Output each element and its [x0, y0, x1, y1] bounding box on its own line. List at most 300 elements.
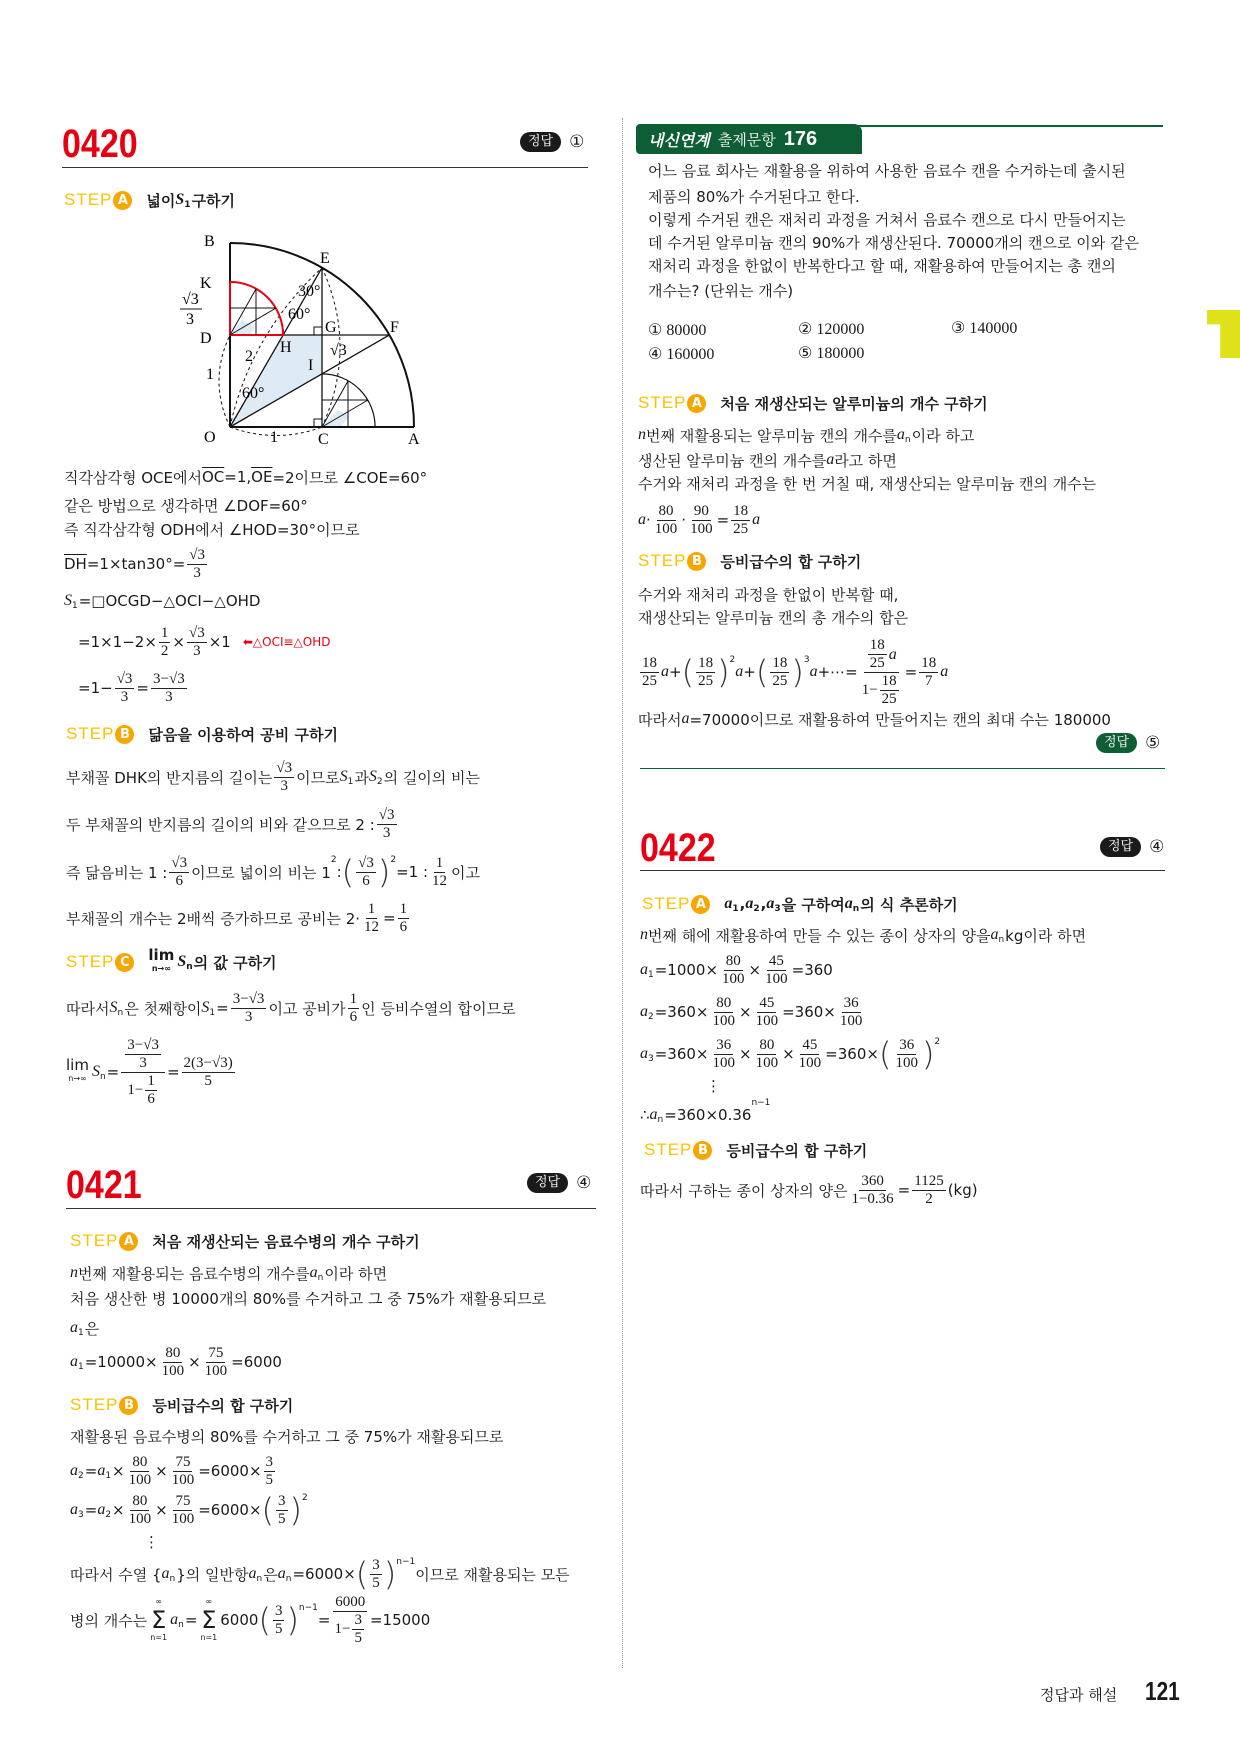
- step-title: [720, 393, 987, 414]
- text: :: [336, 863, 342, 881]
- numerator: [864, 637, 899, 673]
- step-label: STEP: [66, 952, 115, 971]
- text: =: [136, 679, 149, 697]
- numerator: [333, 1594, 367, 1612]
- sigma-icon: Σ: [201, 1606, 217, 1634]
- numerator: [842, 995, 861, 1013]
- text: 1: [349, 990, 358, 1007]
- section-rule: [640, 870, 1165, 871]
- text: 직각삼각형 OCE에서: [64, 468, 202, 487]
- text: =: [216, 999, 229, 1017]
- text: =6000×: [198, 1501, 262, 1519]
- subscript: 1: [347, 777, 354, 787]
- text: 18: [642, 654, 657, 671]
- text: 이고: [451, 863, 481, 882]
- fraction: [430, 855, 449, 890]
- text: ×: [739, 1045, 752, 1063]
- denominator: [243, 1009, 255, 1026]
- denominator: [348, 1009, 360, 1026]
- length-label: 1: [270, 429, 278, 446]
- numerator: [696, 655, 715, 673]
- text: 3: [244, 1008, 253, 1025]
- radius-label-num: √3: [182, 291, 199, 308]
- subscript: 3: [774, 904, 781, 914]
- denominator: [754, 1013, 781, 1030]
- text: 45: [802, 1036, 818, 1053]
- numerator: [276, 1493, 288, 1511]
- text: 100: [798, 1054, 822, 1071]
- denominator: [360, 873, 372, 890]
- text: 1: [147, 1072, 155, 1089]
- numerator: [757, 995, 776, 1013]
- text: 25: [881, 690, 897, 707]
- numerator: [173, 1454, 192, 1472]
- subscript: 3: [648, 1054, 654, 1064]
- denominator: [125, 1073, 160, 1108]
- fraction: [370, 1557, 382, 1592]
- sum-lower: n=1: [150, 1633, 168, 1642]
- fraction: [849, 1173, 895, 1208]
- math-variable: a: [888, 645, 897, 663]
- step-letter-icon: B: [119, 1396, 138, 1415]
- step-title: [148, 724, 338, 745]
- text: 의 길이의 비는: [383, 768, 481, 787]
- text: =10000×: [84, 1353, 158, 1371]
- text: 25: [642, 672, 657, 689]
- point-label-h: H: [280, 339, 292, 356]
- text: kg이라 하면: [1005, 926, 1087, 945]
- text: ×: [112, 1501, 125, 1519]
- parenthesis: (: [355, 1555, 369, 1593]
- math-variable: a: [724, 895, 733, 912]
- text: 1: [399, 900, 408, 917]
- text: ⋮: [144, 1533, 159, 1551]
- denominator: [173, 873, 185, 890]
- math-variable: a: [309, 1264, 318, 1281]
- text: 2(3−√3): [183, 1054, 233, 1071]
- superscript: 2: [330, 855, 337, 865]
- fraction: [274, 760, 294, 795]
- text: =360×: [782, 1003, 836, 1021]
- text: 100: [161, 1362, 185, 1379]
- numerator: [187, 547, 207, 565]
- text: 100: [171, 1471, 195, 1488]
- point-label-g: G: [325, 319, 337, 336]
- step-letter-icon: A: [691, 895, 710, 914]
- text: =: [897, 1181, 911, 1199]
- subscript: 1: [78, 1362, 84, 1372]
- math-variable: a: [940, 663, 949, 680]
- text: 과: [354, 768, 369, 787]
- text: 병의 개수는: [70, 1611, 148, 1630]
- fraction: [398, 901, 410, 936]
- math-variable: S: [177, 953, 187, 970]
- text: 구하기: [191, 191, 236, 210]
- text: 18: [869, 636, 885, 653]
- denominator: [720, 971, 747, 988]
- text: =15000: [369, 1611, 431, 1629]
- denominator: [170, 1511, 197, 1528]
- parenthesis: ): [921, 1035, 935, 1073]
- math-variable: a: [170, 1611, 179, 1628]
- text: 5: [278, 1510, 286, 1527]
- text: =360×: [825, 1045, 879, 1063]
- text: 을 구하여: [781, 895, 845, 914]
- subscript: 1: [209, 1008, 216, 1018]
- text: √3: [171, 854, 188, 871]
- fraction: [362, 901, 381, 936]
- text: 5: [372, 1574, 380, 1591]
- length-label: √3: [330, 342, 347, 359]
- text: 3: [280, 777, 288, 794]
- text: =6000×: [198, 1462, 262, 1480]
- text: ×: [739, 1003, 752, 1021]
- text: 45: [768, 952, 784, 969]
- superscript: 2: [934, 1037, 941, 1047]
- question-line: 개수는? (단위는 개수): [648, 282, 794, 300]
- angle-label: 60°: [242, 385, 265, 402]
- numerator: [115, 671, 135, 689]
- numerator: [125, 1037, 161, 1055]
- fraction: [754, 995, 781, 1030]
- text: ×: [112, 1462, 125, 1480]
- answer-marker: [1096, 733, 1160, 753]
- numerator: [130, 1454, 149, 1472]
- text: =1×1−2×: [78, 633, 157, 651]
- text: 이므로: [296, 768, 340, 787]
- answer-badge: 정답: [1100, 837, 1141, 857]
- fraction: [170, 1493, 197, 1528]
- numerator: [692, 503, 711, 521]
- dashed-arc-od: [219, 335, 230, 427]
- subscript: n: [186, 962, 193, 972]
- text: 5: [204, 1072, 212, 1089]
- subscript: 2: [376, 777, 383, 787]
- limit-subscript: n→∞: [68, 1074, 87, 1083]
- step-title: [146, 190, 235, 211]
- fraction: [127, 1454, 154, 1489]
- text: 1−: [334, 1620, 351, 1637]
- step-label: STEP: [64, 190, 113, 209]
- step-title: [726, 1140, 867, 1161]
- math-variable: a: [661, 663, 669, 680]
- denominator: [893, 1055, 920, 1072]
- math-variable: a: [70, 1353, 78, 1370]
- text: 5: [265, 1471, 274, 1488]
- numerator: [714, 1037, 733, 1055]
- text: 넓이: [146, 191, 176, 210]
- math-variable: a: [640, 1045, 648, 1062]
- text: 75: [175, 1453, 191, 1470]
- text: 따라서 구하는 종이 상자의 양은: [640, 1181, 848, 1200]
- math-variable: a: [638, 511, 646, 528]
- numerator: [731, 503, 750, 521]
- denominator: [860, 673, 903, 708]
- text: 80: [759, 1036, 775, 1053]
- superscript: n−1: [396, 1557, 416, 1567]
- text: 100: [839, 1012, 863, 1029]
- question-line: 제품의 80%가 수거된다고 한다.: [648, 188, 860, 206]
- text: 36: [716, 1036, 732, 1053]
- fraction: [125, 1037, 161, 1072]
- text: 3: [274, 1602, 283, 1619]
- text: =1×tan30°=: [86, 555, 186, 573]
- text: =70000이므로 재활용하여 만들어지는 캔의 최대 수는 180000: [689, 710, 1111, 729]
- step-label: STEP: [638, 551, 687, 570]
- page-number: 121: [1145, 1676, 1180, 1706]
- subscript: 1: [184, 200, 191, 210]
- text: +: [669, 663, 682, 681]
- denominator: [711, 1013, 738, 1030]
- radius-label-den: 3: [186, 311, 194, 328]
- text: ×: [748, 961, 762, 979]
- length-label: 2: [245, 348, 253, 365]
- text: 번째 재활용되는 음료수병의 개수를: [78, 1264, 310, 1283]
- text: 부채꼴 DHK의 반지름의 길이는: [66, 768, 273, 787]
- text: 6: [349, 1008, 358, 1025]
- answer-badge: 정답: [527, 1173, 568, 1193]
- numerator: [163, 1345, 182, 1363]
- denominator: [278, 778, 290, 795]
- geometry-diagram: [180, 220, 450, 450]
- step-letter-icon: B: [687, 552, 706, 571]
- text: 1−: [861, 681, 878, 698]
- text: 100: [128, 1510, 152, 1527]
- denominator: [127, 1511, 154, 1528]
- text: =6000: [231, 1353, 282, 1371]
- text: 100: [712, 1012, 736, 1029]
- angle-label: 30°: [298, 283, 321, 300]
- text: =: [106, 1063, 120, 1081]
- parenthesis: ): [286, 1601, 299, 1639]
- text: =360×: [654, 1003, 709, 1021]
- section-rule: [66, 1208, 596, 1209]
- numerator: [159, 625, 171, 643]
- text: 1−0.36: [851, 1190, 894, 1207]
- header-number: 176: [783, 127, 818, 150]
- numerator: [897, 1037, 916, 1055]
- segment-name: $\overline{OE}$: [251, 468, 273, 486]
- segment-name: $\overline{DH}$: [64, 555, 87, 573]
- point-label-e: E: [320, 250, 330, 267]
- parenthesis: ): [377, 853, 391, 891]
- text: 100: [128, 1471, 152, 1488]
- point-label-f: F: [390, 319, 399, 336]
- answer-value: ①: [569, 132, 585, 152]
- limit-subscript: n→∞: [151, 964, 171, 973]
- text: 2: [925, 1190, 933, 1207]
- chapter-tab-marker: [1207, 310, 1240, 358]
- denominator: [137, 1055, 149, 1072]
- text: =□OCGD−△OCI−△OHD: [78, 592, 261, 610]
- text: 의 값 구하기: [193, 953, 277, 972]
- text: 6: [147, 1090, 155, 1107]
- denominator: [923, 673, 935, 690]
- text: 80: [165, 1344, 181, 1361]
- denominator: [731, 521, 750, 538]
- superscript: 2: [729, 655, 736, 665]
- math-variable: a: [844, 895, 853, 912]
- text: 3: [354, 1611, 362, 1628]
- math-variable: S: [91, 1063, 100, 1080]
- step-label: STEP: [642, 894, 691, 913]
- lim-word: lim: [66, 1056, 89, 1074]
- text: 생산된 알루미늄 캔의 개수를: [638, 451, 827, 470]
- denominator: [696, 673, 715, 690]
- choice-5: ⑤ 180000: [798, 345, 865, 362]
- denominator: [191, 565, 203, 582]
- superscript: n−1: [298, 1603, 318, 1613]
- subscript: n: [657, 1115, 664, 1125]
- question-line: 이렇게 수거된 캔은 재처리 과정을 거쳐서 음료수 캔으로 다시 만들어지는: [648, 211, 1126, 229]
- sigma-operator: [150, 1596, 167, 1644]
- text: ×1: [208, 633, 231, 651]
- denominator: [640, 673, 659, 690]
- text: =: [166, 1063, 180, 1081]
- text: ×: [172, 633, 185, 651]
- text: 1: [160, 624, 169, 641]
- numerator: [130, 1493, 149, 1511]
- denominator: [430, 873, 449, 890]
- numerator: [145, 1073, 157, 1091]
- text: ×: [188, 1353, 201, 1371]
- subscript: 2: [78, 1471, 84, 1481]
- question-line: 데 수거된 알루미늄 캔의 90%가 재생산된다. 70000개의 캔으로 이와 같은: [648, 234, 1139, 252]
- denominator: [398, 919, 410, 936]
- subscript: 2: [105, 1510, 112, 1520]
- text: 25: [772, 672, 788, 689]
- numerator: [859, 1173, 886, 1191]
- text: 100: [712, 1054, 736, 1071]
- text: 부채꼴의 개수는 2배씩 증가하므로 공비는 2·: [66, 909, 361, 928]
- math-variable: S: [339, 768, 348, 785]
- superscript: 3: [803, 655, 810, 665]
- numerator: [231, 991, 267, 1009]
- parenthesis: (: [341, 853, 355, 891]
- step-label: STEP: [644, 1140, 693, 1159]
- right-angle-mark: [314, 419, 322, 427]
- subscript: 1: [78, 1328, 84, 1338]
- subscript: n: [285, 1574, 292, 1584]
- denominator: [362, 919, 381, 936]
- text: 12: [364, 918, 380, 935]
- text: 닮음을 이용하여 공비 구하기: [148, 725, 338, 744]
- question-line: 어느 음료 회사는 재활용을 위하여 사용한 음료수 캔을 수거하는데 출시된: [648, 162, 1126, 180]
- fraction: [893, 1037, 920, 1072]
- text: +⋯=: [817, 663, 858, 681]
- text: 1125: [914, 1172, 944, 1189]
- text: ×: [782, 1045, 795, 1063]
- denominator: [191, 643, 203, 660]
- fraction: [653, 503, 680, 538]
- text: =360×: [654, 1045, 709, 1063]
- text: 25: [733, 520, 749, 537]
- answer-badge: 정답: [1096, 733, 1137, 753]
- answer-marker: [520, 132, 584, 152]
- text: 3: [165, 688, 173, 705]
- denominator: [653, 521, 680, 538]
- superscript: 2: [301, 1493, 308, 1503]
- fraction: [159, 625, 171, 660]
- math-variable: S: [201, 999, 210, 1016]
- text: √3: [378, 806, 395, 823]
- fraction: [696, 655, 715, 690]
- numerator: [264, 1454, 276, 1472]
- denominator: [119, 689, 131, 706]
- text: =: [904, 663, 918, 681]
- text: =360×0.36: [664, 1106, 752, 1124]
- numerator: [640, 655, 659, 673]
- text: =1 :: [396, 863, 429, 881]
- text: 3: [265, 1453, 274, 1470]
- text: 100: [765, 970, 788, 987]
- numerator: [868, 637, 887, 655]
- header-rule: [850, 125, 1163, 127]
- step-label: STEP: [70, 1395, 119, 1414]
- parenthesis: (: [261, 1491, 274, 1529]
- answer-value: ④: [576, 1173, 592, 1193]
- limit-operator: [148, 948, 174, 976]
- text: √3: [188, 624, 205, 641]
- subscript: n: [998, 935, 1005, 945]
- denominator: [711, 1055, 738, 1072]
- parenthesis: ): [383, 1555, 397, 1593]
- math-variable: a: [735, 663, 744, 680]
- annotation-note: ⬅△OCI≡△OHD: [242, 635, 331, 649]
- step-label: STEP: [638, 393, 687, 412]
- subscript: 1: [105, 1471, 112, 1481]
- numerator: [434, 855, 446, 873]
- text: ∴: [640, 1106, 650, 1124]
- fraction: [151, 671, 187, 706]
- text: 따라서: [638, 710, 682, 729]
- denominator: [763, 971, 790, 988]
- text: 80: [725, 952, 741, 969]
- denominator: [923, 1191, 935, 1208]
- text: 같은 방법으로 생각하면 ∠DOF=60°: [64, 496, 308, 515]
- point-label-i: I: [308, 357, 314, 374]
- fraction: [348, 991, 360, 1026]
- fraction: [919, 655, 938, 690]
- text: 재생산되는 알루미늄 캔의 총 개수의 합은: [638, 608, 909, 627]
- text: 18: [772, 654, 788, 671]
- text: 1−: [127, 1081, 144, 1098]
- footer-label: 정답과 해설: [1040, 1686, 1118, 1704]
- fraction: [273, 1603, 285, 1638]
- fraction: [356, 855, 376, 890]
- fraction: [880, 673, 899, 708]
- text: 3: [382, 824, 391, 841]
- text: 즉 직각삼각형 ODH에서 ∠HOD=30°이므로: [64, 520, 360, 539]
- sigma-operator: [200, 1596, 217, 1644]
- text: 100: [204, 1362, 228, 1379]
- math-variable: S: [64, 592, 72, 609]
- text: 6000: [335, 1593, 366, 1610]
- fraction: [770, 655, 789, 690]
- subscript: n: [852, 904, 860, 914]
- subscript: 2: [648, 1012, 654, 1022]
- text: 12: [432, 872, 448, 889]
- fraction: [377, 807, 397, 842]
- math-variable: n: [70, 1264, 78, 1281]
- numerator: [274, 760, 294, 778]
- numerator: [273, 1603, 285, 1621]
- denominator: [849, 1191, 895, 1208]
- text: 이고 공비가: [268, 999, 346, 1018]
- text: 100: [654, 520, 678, 537]
- text: 75: [175, 1492, 191, 1509]
- denominator: [273, 1621, 285, 1638]
